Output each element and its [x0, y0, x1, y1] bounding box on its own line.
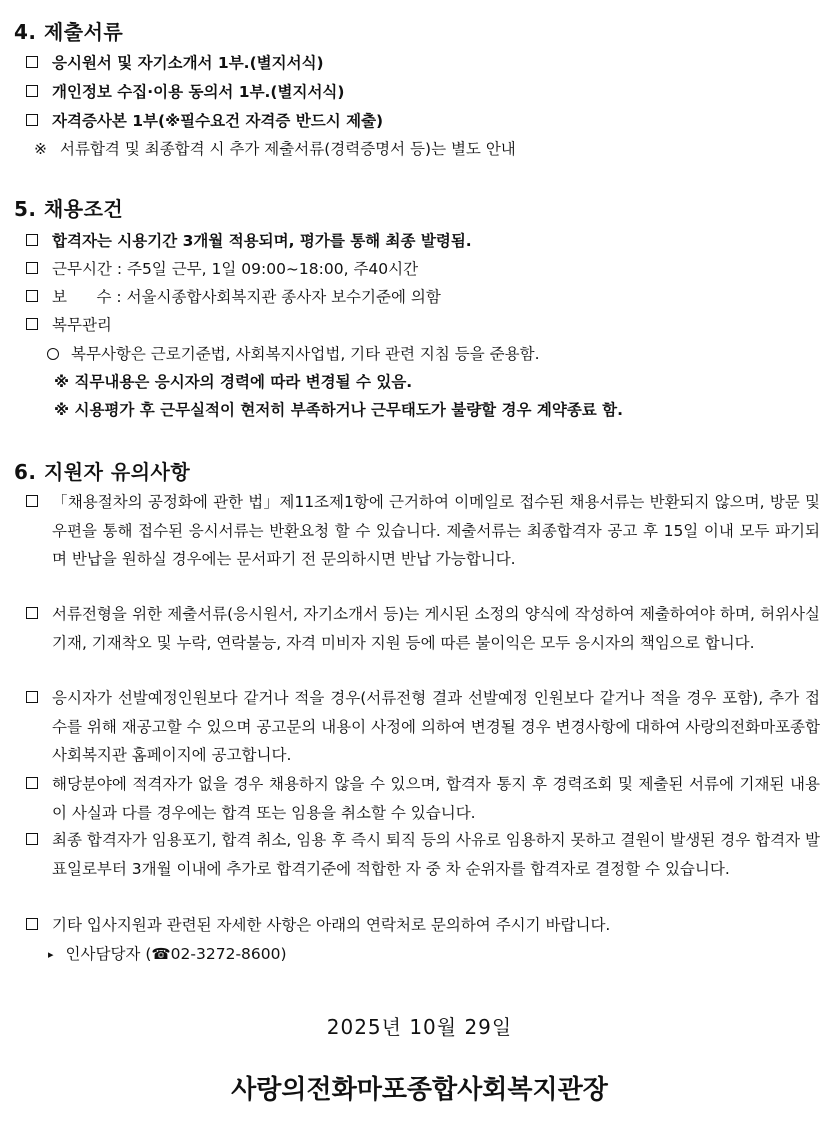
- s4-item-1: [24, 49, 820, 77]
- organization-signature: 사랑의전화마포종합사회복지관장: [231, 1075, 608, 1105]
- document-date: 2025년 10월 29일: [326, 1015, 513, 1039]
- reference-mark: ※: [34, 140, 47, 158]
- section-6-title: 6. 지원자 유의사항: [14, 460, 191, 484]
- section-5-title: 5. 채용조건: [14, 197, 124, 221]
- s6-item-3-text: 응시자가 선발예정인원보다 같거나 적을 경우(서류전형 결과 선발예정 인원보다 같거나 적을 경우 포함), 추가 접수를 위해 재공고할 수 있으며 공고문의 내용이 사정에 의하여 변경될 경우 변경사항에 대하여 사랑의전화마포종합사회복지관 홈페이지에 공고합니다.: [52, 689, 820, 764]
- s4-item-3: [24, 107, 820, 135]
- s6-item-6-text: 기타 입사지원과 관련된 자세한 사항은 아래의 연락처로 문의하여 주시기 바랍니다.: [52, 916, 611, 934]
- s6-item-4: [24, 770, 820, 827]
- s5-note-2: ※ 시용평가 후 근무실적이 현저히 부족하거나 근무태도가 불량할 경우 계약종료 함.: [54, 401, 624, 419]
- s6-item-6: [24, 911, 820, 940]
- checkbox-icon: [26, 607, 38, 619]
- s5-item-4: [24, 311, 820, 339]
- checkbox-icon: [26, 262, 38, 274]
- s5-sub-item: [47, 340, 540, 368]
- contact-text: 인사담당자 (☎02-3272-8600): [65, 945, 287, 963]
- s6-item-1: [24, 488, 820, 574]
- checkbox-icon: [26, 114, 38, 126]
- checkbox-icon: [26, 56, 38, 68]
- checkbox-icon: [26, 691, 38, 703]
- s5-item-2: [24, 255, 820, 283]
- contact-line: [48, 940, 287, 969]
- s6-item-4-text: 해당분야에 적격자가 없을 경우 채용하지 않을 수 있으며, 합격자 통지 후 경력조회 및 제출된 서류에 기재된 내용이 사실과 다를 경우에는 합격 또는 임용을 취소할 수 있습니다.: [52, 775, 820, 822]
- s6-item-2-text: 서류전형을 위한 제출서류(응시원서, 자기소개서 등)는 게시된 소정의 양식에 작성하여 제출하여야 하며, 허위사실기재, 기재착오 및 누락, 연락불능, 자격 미비자 지원 등에 따른 불이익은 모두 응시자의 책임으로 합니다.: [52, 605, 820, 652]
- s4-note-text: 서류합격 및 최종합격 시 추가 제출서류(경력증명서 등)는 별도 안내: [60, 140, 516, 158]
- s4-item-2-text: 개인정보 수집·이용 동의서 1부.(별지서식): [52, 83, 345, 101]
- s5-sub-item-text: 복무사항은 근로기준법, 사회복지사업법, 기타 관련 지침 등을 준용함.: [71, 345, 540, 363]
- checkbox-icon: [26, 777, 38, 789]
- checkbox-icon: [26, 918, 38, 930]
- s4-item-3-text: 자격증사본 1부(※필수요건 자격증 반드시 제출): [52, 112, 384, 130]
- s6-item-3: [24, 684, 820, 770]
- s5-item-1: [24, 227, 820, 255]
- s6-item-1-text: 「채용절차의 공정화에 관한 법」제11조제1항에 근거하여 이메일로 접수된 채용서류는 반환되지 않으며, 방문 및 우편을 통해 접수된 응시서류는 반환요청 할 수 있습니다. 제출서류는 최종합격자 공고 후 15일 이내 모두 파기되며 반납을 원하실 경우에는 문서파기 전 문의하시면 반납 가능합니다.: [52, 493, 820, 568]
- checkbox-icon: [26, 495, 38, 507]
- section-4-title: 4. 제출서류: [14, 20, 124, 44]
- arrow-bullet-icon: ▸: [48, 948, 54, 961]
- s6-item-2: [24, 600, 820, 657]
- checkbox-icon: [26, 833, 38, 845]
- s4-item-1-text: 응시원서 및 자기소개서 1부.(별지서식): [52, 54, 324, 72]
- s5-item-4-text: 복무관리: [52, 316, 112, 334]
- s5-item-3-text: 보 수 : 서울시종합사회복지관 종사자 보수기준에 의함: [52, 288, 441, 306]
- checkbox-icon: [26, 85, 38, 97]
- circle-bullet-icon: [47, 348, 59, 360]
- s5-item-2-text: 근무시간 : 주5일 근무, 1일 09:00~18:00, 주40시간: [52, 260, 419, 278]
- checkbox-icon: [26, 290, 38, 302]
- s4-note: [34, 135, 516, 163]
- checkbox-icon: [26, 234, 38, 246]
- s5-item-3: [24, 283, 820, 311]
- checkbox-icon: [26, 318, 38, 330]
- s6-item-5: [24, 826, 820, 883]
- s4-item-2: [24, 78, 820, 106]
- s6-item-5-text: 최종 합격자가 임용포기, 합격 취소, 임용 후 즉시 퇴직 등의 사유로 임용하지 못하고 결원이 발생된 경우 합격자 발표일로부터 3개월 이내에 추가로 합격기준에 적합한 자 중 차 순위자를 합격자로 결정할 수 있습니다.: [52, 831, 820, 878]
- s5-note-1: ※ 직무내용은 응시자의 경력에 따라 변경될 수 있음.: [54, 373, 413, 391]
- s5-item-1-text: 합격자는 시용기간 3개월 적용되며, 평가를 통해 최종 발령됨.: [52, 232, 472, 250]
